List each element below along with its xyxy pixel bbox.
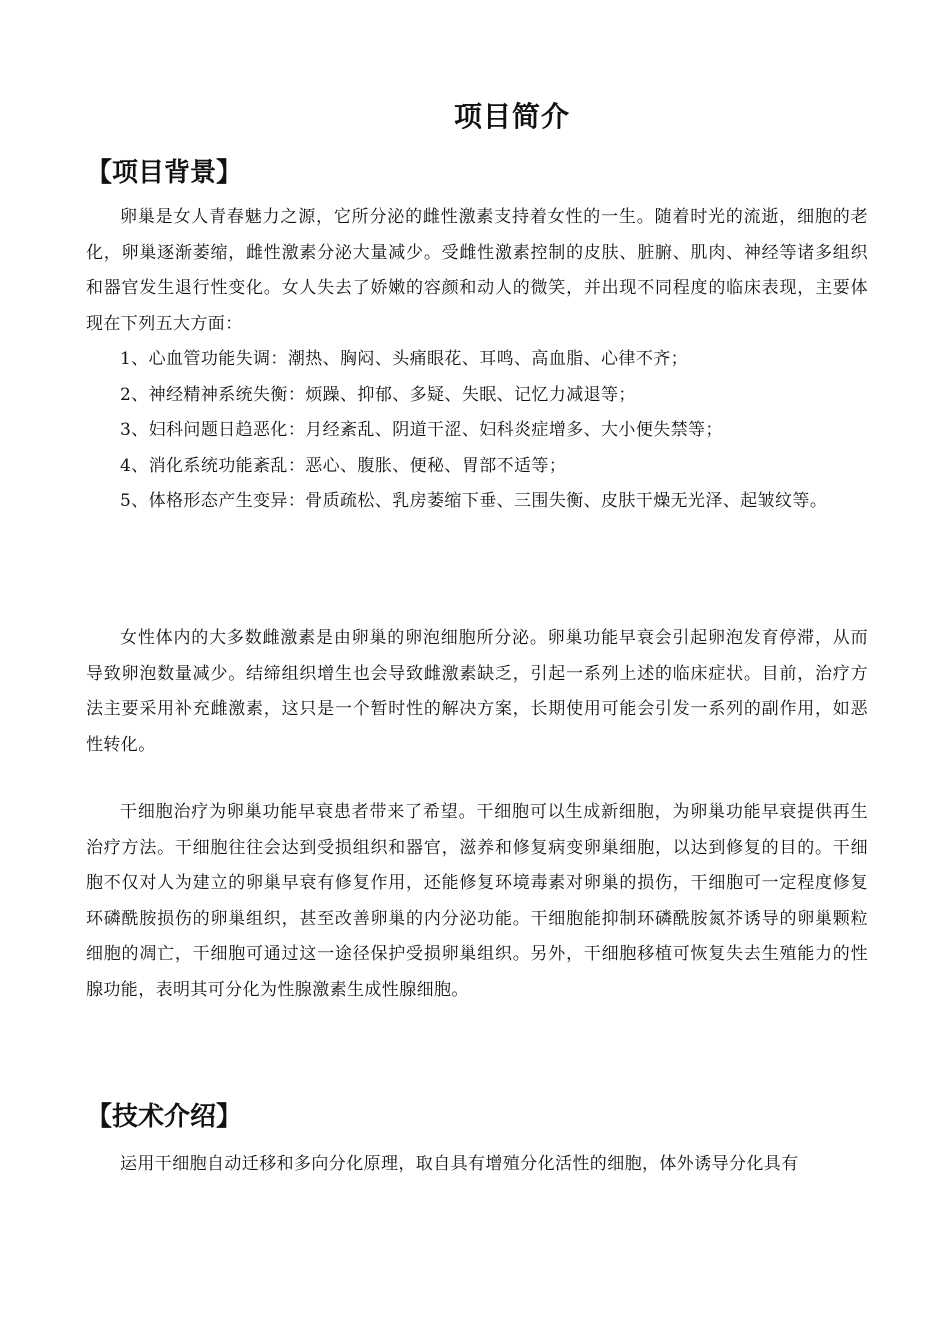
section-heading-background: 【项目背景】: [86, 158, 243, 188]
paragraph-hormone: 女性体内的大多数雌激素是由卵巢的卵泡细胞所分泌。卵巢功能早衰会引起卵泡发育停滞，从而导致卵泡数量减少。结缔组织增生也会导致雌激素缺乏，引起一系列上述的临床症状。目前，治疗方法主要采用补充雌激素，这只是一个暂时性的解决方案，长期使用可能会引发一系列的副作用，如恶性转化。: [86, 628, 868, 755]
paragraph-technology: 运用干细胞自动迁移和多向分化原理，取自具有增殖分化活性的细胞，体外诱导分化具有: [120, 1154, 799, 1174]
symptom-list: [86, 342, 868, 520]
list-item: 4、消化系统功能紊乱：恶心、腹胀、便秘、胃部不适等；: [120, 455, 567, 476]
list-item: 1、心血管功能失调：潮热、胸闷、头痛眼花、耳鸣、高血脂、心律不齐；: [120, 349, 689, 369]
section-heading-technology: 【技术介绍】: [86, 1102, 243, 1132]
paragraph-intro: 卵巢是女人青春魅力之源，它所分泌的雌性激素支持着女性的一生。随着时光的流逝，细胞的老化，卵巢逐渐萎缩，雌性激素分泌大量减少。受雌性激素控制的皮肤、脏腑、肌肉、神经等诸多组织和器官发生退行性变化。女人失去了娇嫩的容颜和动人的微笑，并出现不同程度的临床表现，主要体现在下列五大方面：: [86, 207, 868, 334]
page-title: 项目简介: [453, 100, 570, 133]
list-item: 3、妇科问题日趋恶化：月经紊乱、阴道干涩、妇科炎症增多、大小便失禁等；: [120, 420, 723, 440]
paragraph-stem-cell: 干细胞治疗为卵巢功能早衰患者带来了希望。干细胞可以生成新细胞，为卵巢功能早衰提供再生治疗方法。干细胞往往会达到受损组织和器官，滋养和修复病变卵巢细胞，以达到修复的目的。干细胞不仅对人为建立的卵巢早衰有修复作用，还能修复环境毒素对卵巢的损伤，干细胞可一定程度修复环磷酰胺损伤的卵巢组织，甚至改善卵巢的内分泌功能。干细胞能抑制环磷酰胺氮芥诱导的卵巢颗粒细胞的凋亡，干细胞可通过这一途径保护受损卵巢组织。另外，干细胞移植可恢复失去生殖能力的性腺功能，表明其可分化为性腺激素生成性腺细胞。: [86, 802, 868, 1000]
list-item: 5、体格形态产生变异：骨质疏松、乳房萎缩下垂、三围失衡、皮肤干燥无光泽、起皱纹等。: [120, 491, 828, 511]
list-item: 2、神经精神系统失衡：烦躁、抑郁、多疑、失眠、记忆力减退等；: [120, 384, 636, 405]
